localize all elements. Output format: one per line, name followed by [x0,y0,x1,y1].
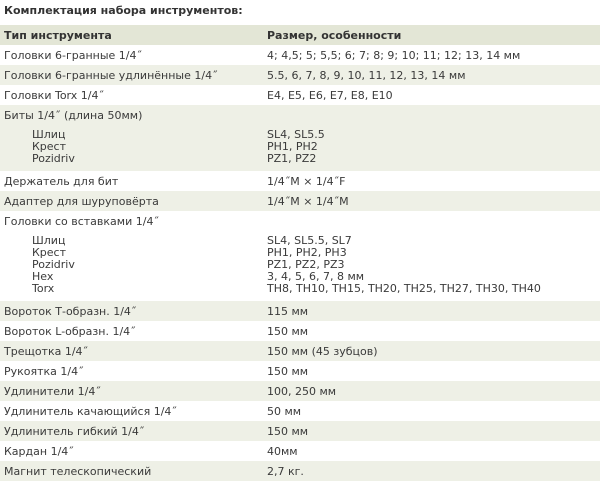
size-value-cell: 150 мм [267,365,309,378]
tool-type-cell: Головки 6-гранные 1/4˝ [4,49,142,62]
tool-type-cell: Головки Torx 1/4˝ [4,89,104,102]
size-value-cell: 5.5, 6, 7, 8, 9, 10, 11, 12, 13, 14 мм [267,69,466,82]
size-value-cell: E4, E5, E6, E7, E8, E10 [267,89,393,102]
table-row [0,45,600,65]
tool-type-cell: Вороток Т-образн. 1/4˝ [4,305,137,318]
sub-type-cell: Hex [32,270,54,283]
size-value-cell: 150 мм (45 зубцов) [267,345,378,358]
sub-type-cell: Крест [32,140,67,153]
sub-value-cell: PZ1, PZ2 [267,152,317,165]
tool-type-cell: Магнит телескопический [4,465,152,478]
table-row [0,105,600,171]
tool-type-cell: Биты 1/4˝ (длина 50мм) [4,109,143,122]
sub-type-cell: Pozidriv [32,258,75,271]
tool-type-cell: Вороток L-образн. 1/4˝ [4,325,136,338]
size-value-cell: 50 мм [267,405,302,418]
table-row [0,301,600,321]
size-value-cell: 115 мм [267,305,309,318]
sub-value-cell: PH1, PH2, PH3 [267,246,347,259]
tool-type-cell: Кардан 1/4˝ [4,445,74,458]
size-value-cell: 100, 250 мм [267,385,337,398]
sub-type-cell: Шлиц [32,234,66,247]
table-row [0,401,600,421]
sub-value-cell: PZ1, PZ2, PZ3 [267,258,345,271]
tool-type-cell: Рукоятка 1/4˝ [4,365,84,378]
table-row [0,191,600,211]
sub-value-cell: 3, 4, 5, 6, 7, 8 мм [267,270,365,283]
table-row [0,441,600,461]
table-row [0,65,600,85]
sub-type-cell: Pozidriv [32,152,75,165]
sub-type-cell: Torx [32,282,55,295]
table-row [0,211,600,301]
table-row [0,321,600,341]
table-header [0,25,600,45]
table-row [0,461,600,481]
tool-type-cell: Удлинитель гибкий 1/4˝ [4,425,145,438]
size-value-cell: 150 мм [267,325,309,338]
size-value-cell: 150 мм [267,425,309,438]
table-row [0,361,600,381]
table-row [0,171,600,191]
sub-type-cell: Крест [32,246,67,259]
header-size-features: Размер, особенности [267,29,402,42]
table-row [0,85,600,105]
table-row [0,381,600,401]
tool-type-cell: Головки 6-гранные удлинённые 1/4˝ [4,69,218,82]
table-row [0,341,600,361]
size-value-cell: 1/4˝M × 1/4˝F [267,175,346,188]
tool-type-cell: Удлинители 1/4˝ [4,385,101,398]
size-value-cell: 2,7 кг. [267,465,304,478]
size-value-cell: 40мм [267,445,298,458]
tools-table [0,25,600,481]
sub-value-cell: PH1, PH2 [267,140,318,153]
sub-type-cell: Шлиц [32,128,66,141]
tool-type-cell: Трещотка 1/4˝ [4,345,89,358]
sub-value-cell: SL4, SL5.5, SL7 [267,234,352,247]
size-value-cell: 4; 4,5; 5; 5,5; 6; 7; 8; 9; 10; 11; 12; 13, 14 мм [267,49,521,62]
tool-type-cell: Адаптер для шуруповёрта [4,195,159,208]
size-value-cell: 1/4˝M × 1/4˝M [267,195,349,208]
tool-type-cell: Удлинитель качающийся 1/4˝ [4,405,177,418]
table-row [0,421,600,441]
header-tool-type: Тип инструмента [4,29,112,42]
tool-type-cell: Держатель для бит [4,175,119,188]
sub-value-cell: TH8, TH10, TH15, TH20, TH25, TH27, TH30, TH40 [267,282,541,295]
sub-value-cell: SL4, SL5.5 [267,128,325,141]
page-title: Комплектация набора инструментов: [4,4,243,17]
tool-type-cell: Головки со вставками 1/4˝ [4,215,159,228]
